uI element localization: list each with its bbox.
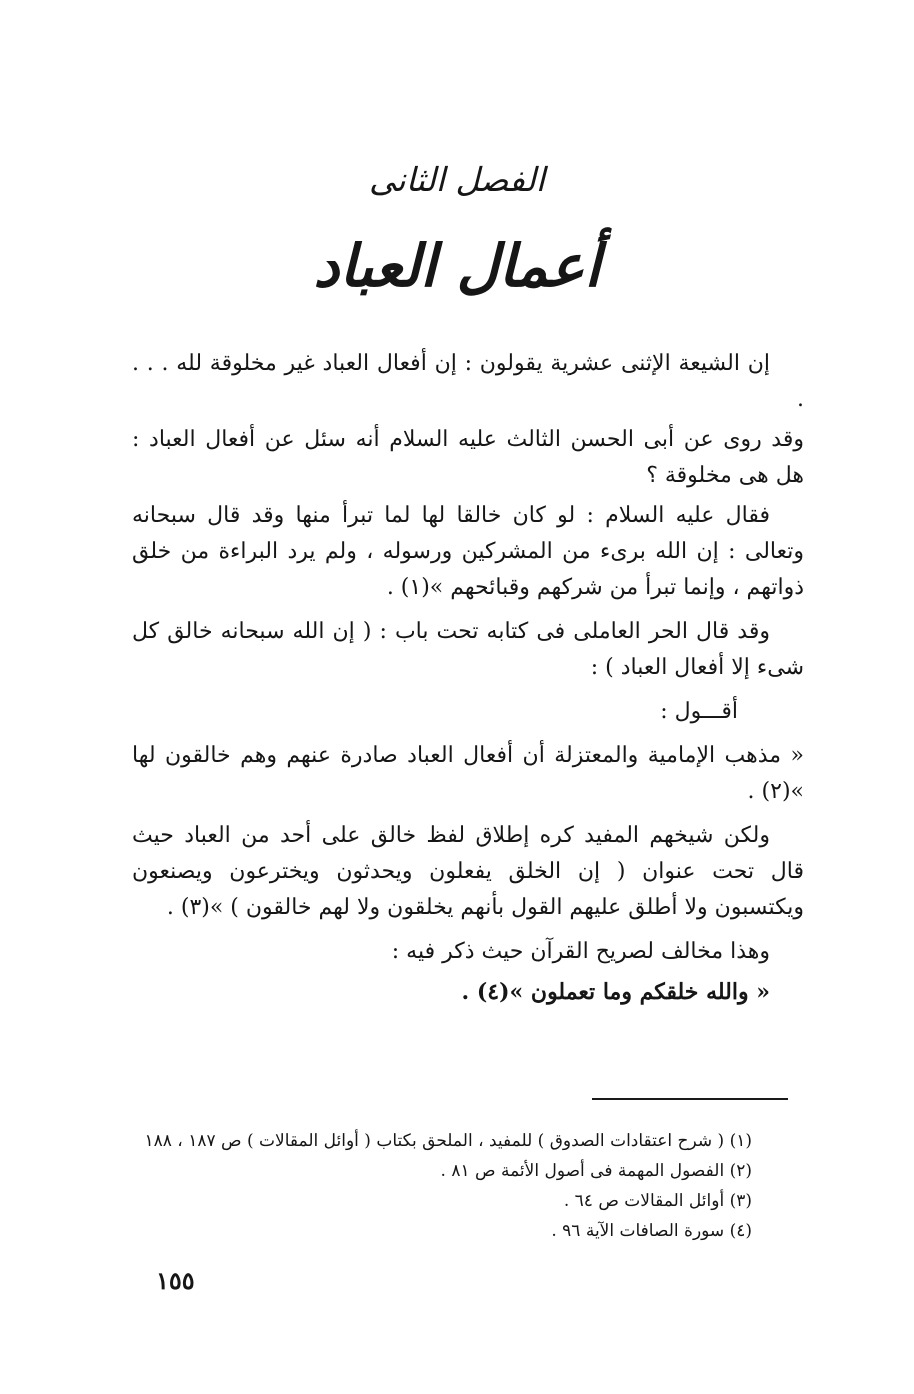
paragraph-7: ولكن شيخهم المفيد كره إطلاق لفظ خالق على أحد من العباد حيث قال تحت عنوان ( إن الخلق يفعلون ويحدثون ويخترعون ويصنعون ويكتسبون ولا أطلق عليهم القول بأنهم يخلقون ولا لهم خالقون ) »(٣) . — [132, 823, 804, 920]
paragraph-9-verse: « والله خلقكم وما تعملون »(٤) . — [461, 979, 770, 1005]
footnote-1: (١) ( شرح اعتقادات الصدوق ) للمفيد ، الملحق بكتاب ( أوائل المقالات ) ص ١٨٧ ، ١٨٨ — [144, 1131, 752, 1151]
paragraph-2: وقد روى عن أبى الحسن الثالث عليه السلام أنه سئل عن أفعال العباد : هل هى مخلوقة ؟ — [132, 427, 804, 488]
paragraph-8: وهذا مخالف لصريح القرآن حيث ذكر فيه : — [391, 939, 770, 964]
paragraph-1: إن الشيعة الإثنى عشرية يقولون : إن أفعال العباد غير مخلوقة لله . . . . — [132, 351, 804, 412]
footnote-divider — [592, 1098, 788, 1100]
page-number: ١٥٥ — [156, 1266, 195, 1295]
chapter-title: أعمال العباد — [313, 232, 601, 300]
footnotes — [132, 1126, 752, 1246]
footnote-4: (٤) سورة الصافات الآية ٩٦ . — [551, 1221, 752, 1241]
footnote-3: (٣) أوائل المقالات ص ٦٤ . — [563, 1191, 752, 1211]
chapter-label: الفصل الثانى — [369, 160, 545, 199]
paragraph-6-quote: « مذهب الإمامية والمعتزلة أن أفعال العباد صادرة عنهم وهم خالقون لها »(٢) . — [132, 743, 804, 804]
body-text — [132, 346, 804, 1018]
footnote-2: (٢) الفصول المهمة فى أصول الأئمة ص ٨١ . — [440, 1161, 752, 1181]
paragraph-5-heading: أقـــول : — [660, 699, 738, 724]
paragraph-3: فقال عليه السلام : لو كان خالقا لها لما تبرأ منها وقد قال سبحانه وتعالى : إن الله برىء من المشركين ورسوله ، ولم يرد البراءة من خلق ذواتهم ، وإنما تبرأ من شركهم وقبائحهم »(١) . — [132, 503, 804, 600]
paragraph-4: وقد قال الحر العاملى فى كتابه تحت باب : ( إن الله سبحانه خالق كل شىء إلا أفعال العباد ) : — [132, 619, 804, 680]
